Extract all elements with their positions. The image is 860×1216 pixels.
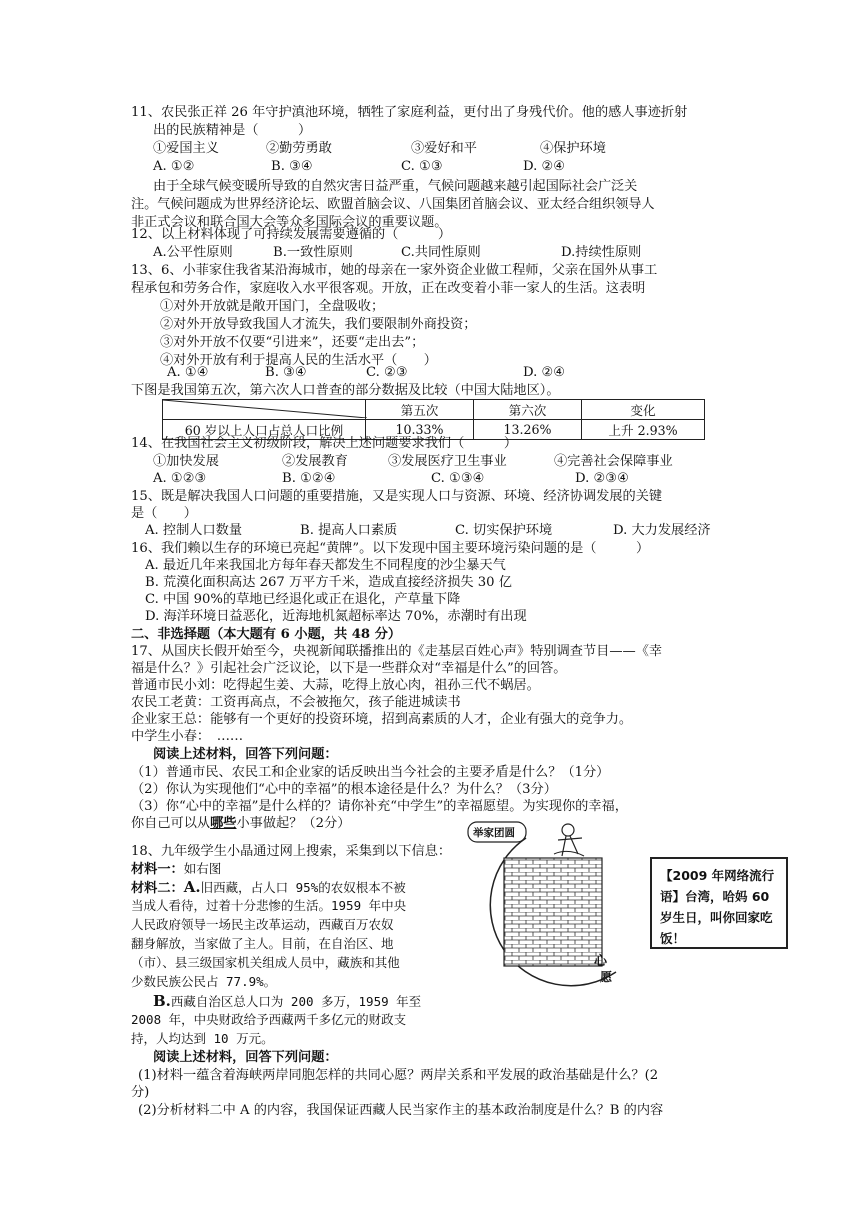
climate-passage-l2: 注。气候问题成为世界经济论坛、欧盟首脑会议、八国集团首脑会议、亚太经合组织领导人 [131, 197, 655, 212]
census-corner-cell [163, 400, 366, 420]
q14-opt-1: ①加快发展 [153, 454, 219, 469]
q11-opt-4: ④保护环境 [540, 141, 606, 156]
q13-item-3: ③对外开放不仅要“引进来”，还要“走出去”； [160, 335, 425, 350]
q13-item-1: ①对外开放就是敞开国门，全盘吸收； [160, 299, 385, 314]
q11-stem-cont: 出的民族精神是（ ） [153, 123, 312, 138]
q18-material-2b-l1 [153, 992, 421, 1012]
section-heading: 二、非选择题（本大题有 6 小题，共 48 分） [131, 627, 402, 642]
q17-sub-1: （1）普通市民、农民工和企业家的话反映出当今社会的主要矛盾是什么？（1分） [131, 765, 610, 780]
q18-stem: 18、九年级学生小晶通过网上搜索，采集到以下信息： [131, 844, 452, 859]
q17-read-prompt: 阅读上述材料，回答下列问题： [153, 747, 338, 762]
q17-sub-3-cont-c: 小事做起？（2分） [236, 816, 351, 831]
census-header-6th: 第六次 [474, 400, 582, 420]
q16-choice-b: B. 荒漠化面积高达 267 万平方千米，造成直接经济损失 30 亿 [145, 575, 512, 590]
cartoon-yuan-text: 愿 [600, 970, 613, 984]
q18-material-2b-l2: 2008 年，中央财政给予西藏两千多亿元的财政支 [131, 1012, 407, 1027]
internet-slogan-box: 【2009 年网络流行语】台湾，哈妈 60 岁生日，叫你回家吃饭！ [650, 857, 788, 949]
q18-material-2b-text: 西藏自治区总人口为 200 多万，1959 年至 [170, 994, 422, 1009]
q17-sub-3-cont [131, 815, 350, 833]
q13-stem: 13、6、小菲家住我省某沿海城市，她的母亲在一家外资企业做工程师，父亲在国外从事工 [131, 263, 658, 278]
q15-choice-c: C. 切实保护环境 [455, 523, 553, 538]
q14-choice-b: B. ①②④ [282, 471, 336, 486]
q15-stem: 15、既是解决我国人口问题的重要措施，又是实现人口与资源、环境、经济协调发展的关键 [131, 489, 663, 504]
q17-answer-entrepreneur: 企业家王总：能够有一个更好的投资环境，招到高素质的人才，企业有强大的竞争力。 [131, 712, 633, 727]
q18-material-2a-label: A. [183, 878, 201, 896]
q16-choice-d: D. 海洋环境日益恶化，近海地机氮超标率达 70%，赤潮时有出现 [145, 609, 527, 624]
q18-sub-1: (1)材料一蕴含着海峡两岸同胞怎样的共同心愿？两岸关系和平发展的政治基础是什么？(2 [138, 1068, 659, 1083]
q18-material-2b-label: B. [153, 992, 171, 1010]
census-value-change: 上升 2.93% [582, 420, 705, 440]
q14-stem: 14、在我国社会主义初级阶段，解决上述问题要求我们（ ） [131, 436, 518, 451]
q14-choice-d: D. ②③④ [575, 471, 629, 486]
q11-choice-b: B. ③④ [271, 159, 313, 174]
q12-choice-c: C.共同性原则 [401, 245, 481, 260]
q17-stem: 17、从国庆长假开始至今，央视新闻联播推出的《走基层百姓心声》特别调查节目——《幸 [131, 644, 663, 659]
q17-stem-cont: 福是什么？》引起社会广泛议论，以下是一些群众对“幸福是什么”的回答。 [131, 661, 567, 676]
q11-opt-2: ②勤劳勇敢 [266, 141, 332, 156]
q11-opt-1: ①爱国主义 [153, 141, 219, 156]
q11-opt-3: ③爱好和平 [411, 141, 477, 156]
census-header-5th: 第五次 [366, 400, 474, 420]
census-intro: 下图是我国第五次，第六次人口普查的部分数据及比较（中国大陆地区）。 [131, 383, 560, 398]
climate-passage-l1: 由于全球气候变暖所导致的自然灾害日益严重，气候问题越来越引起国际社会广泛关 [153, 179, 638, 194]
q11-choice-c: C. ①③ [401, 159, 443, 174]
q14-opt-3: ③发展医疗卫生事业 [388, 454, 507, 469]
q18-material-2-l5: （市）、县三级国家机关组成人员中，藏族和其他 [131, 955, 400, 970]
census-header-change: 变化 [582, 400, 705, 420]
q14-choice-a: A. ①②③ [153, 471, 207, 486]
cartoon-xin-text: 心 [594, 954, 608, 969]
census-value-6th: 13.26% [474, 420, 582, 440]
q17-sub-3: （3）你“心中的幸福”是什么样的？请你补充“中学生”的幸福愿望。为实现你的幸福， [131, 799, 628, 814]
q12-choice-d: D.持续性原则 [561, 245, 642, 260]
q11-stem: 11、农民张正祥 26 年守护滇池环境，牺牲了家庭利益，更付出了身残代价。他的感人事迹折射 [131, 105, 688, 120]
q12-choice-b: B.一致性原则 [273, 245, 353, 260]
q17-sub-2: （2）你认为实现他们“心中的幸福”的根本途径是什么？为什么？（3分） [131, 782, 557, 797]
q15-stem-cont: 是（ ） [131, 506, 197, 521]
q17-sub-3-cont-a: 你自己可以从 [131, 816, 211, 831]
q18-material-2-l6: 少数民族公民占 77.9%。 [131, 974, 277, 989]
census-value-5th: 10.33% [366, 420, 474, 440]
q18-sub-1-cont: 分) [131, 1085, 150, 1100]
q18-read-prompt: 阅读上述材料，回答下列问题： [153, 1050, 338, 1065]
q15-choice-b: B. 提高人口素质 [300, 523, 398, 538]
q17-answer-worker: 农民工老黄：工资再高点，不会被拖欠，孩子能进城读书 [131, 695, 461, 710]
q17-answer-student: 中学生小春： …… [131, 729, 244, 744]
q17-answer-citizen: 普通市民小刘：吃得起生姜、大蒜，吃得上放心肉，祖孙三代不蜗居。 [131, 678, 540, 693]
q15-choice-a: A. 控制人口数量 [145, 523, 243, 538]
q11-choice-a: A. ①② [153, 159, 195, 174]
q11-choice-d: D. ②④ [523, 159, 566, 174]
q13-item-4: ④对外开放有利于提高人民的生活水平（ ） [160, 353, 437, 368]
q12-stem: 12、以上材料体现了可持续发展需要遵循的（ ） [131, 227, 452, 242]
reunion-cartoon [466, 808, 636, 990]
q18-material-2-l3: 人民政府领导一场民主改革运动，西藏百万农奴 [131, 917, 394, 932]
q18-material-2-label: 材料二： [131, 881, 184, 896]
q18-sub-2: (2)分析材料二中 A 的内容，我国保证西藏人民当家作主的基本政治制度是什么？B 的内容 [138, 1103, 664, 1118]
q13-stem-cont: 程承包和劳务合作，家庭收入水平很客观。开放，正在改变着小菲一家人的生活。这表明 [131, 281, 646, 296]
census-row-label: 60 岁以上人口占总人口比例 [163, 420, 366, 440]
climate-passage-l3: 非正式会议和联合国大会等众多国际会议的重要议题。 [131, 215, 448, 230]
census-table [162, 399, 705, 440]
q14-opt-2: ②发展教育 [282, 454, 348, 469]
q18-material-1-label: 材料一： [131, 862, 184, 877]
q18-material-1 [131, 860, 221, 879]
census-header-row [163, 400, 705, 420]
q16-choice-c: C. 中国 90%的草地已经退化或正在退化，产草量下降 [145, 592, 461, 607]
q18-material-2-l4: 翻身解放，当家做了主人。目前，在自治区、地 [131, 936, 394, 951]
q16-choice-a: A. 最近几年来我国北方每年春天都发生不同程度的沙尘暴天气 [145, 558, 506, 573]
q18-material-1-text: 如右图 [183, 861, 222, 876]
q14-opt-4: ④完善社会保障事业 [554, 454, 673, 469]
q13-choice-a: A. ①④ [167, 365, 209, 380]
q13-choice-b: B. ③④ [265, 365, 307, 380]
q16-stem: 16、我们赖以生存的环境已亮起“黄牌”。以下发现中国主要环境污染问题的是（ ） [131, 541, 650, 556]
q18-material-2a-text: 旧西藏，占人口 95%的农奴根本不被 [200, 880, 406, 895]
q17-sub-3-underlined: 哪些 [210, 816, 237, 831]
q15-choice-d: D. 大力发展经济 [613, 523, 711, 538]
q13-choice-d: D. ②④ [523, 365, 566, 380]
q13-item-2: ②对外开放导致我国人才流失，我们要限制外商投资； [160, 317, 477, 332]
q18-material-2b-l3: 持，人均达到 10 万元。 [131, 1031, 274, 1046]
q18-material-2-l2: 当成人看待，过着十分悲惨的生活。1959 年中央 [131, 898, 407, 913]
q12-choice-a: A.公平性原则 [153, 245, 233, 260]
q14-choice-c: C. ①③④ [431, 471, 485, 486]
diagonal-line [163, 400, 367, 418]
cartoon-sign-text: 举家团圆 [473, 827, 515, 839]
q13-choice-c: C. ②③ [366, 365, 408, 380]
q18-material-2-l1 [131, 878, 406, 898]
